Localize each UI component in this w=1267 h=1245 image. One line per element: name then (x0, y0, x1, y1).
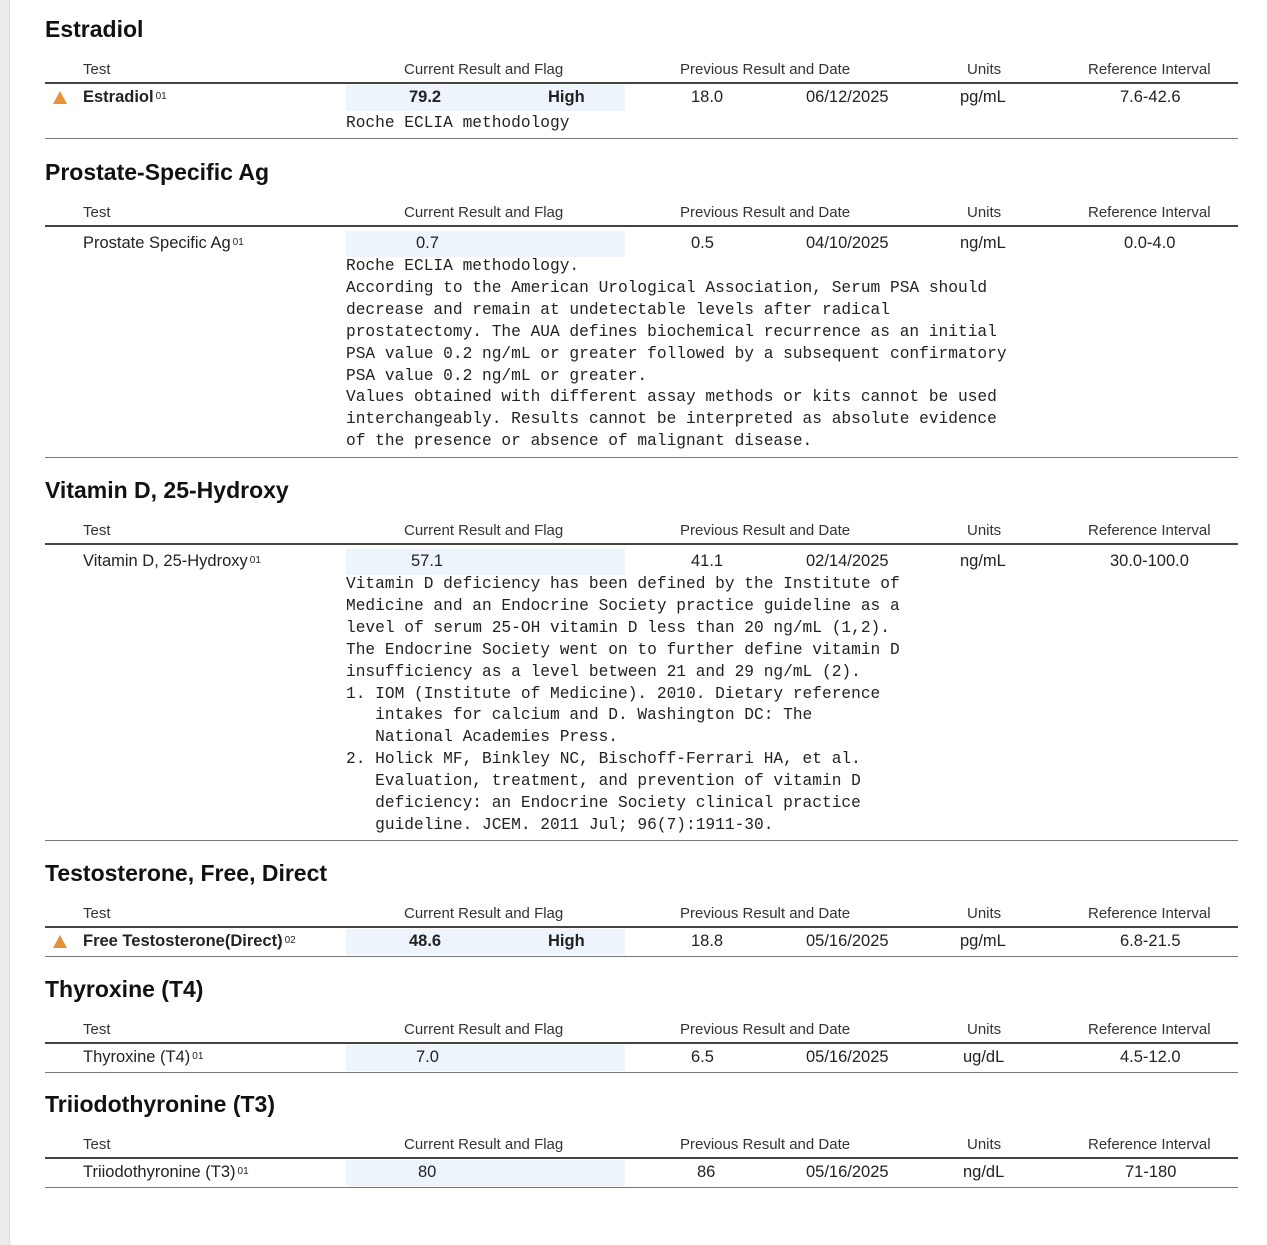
col-test-header: Test (83, 1021, 111, 1038)
section-bottom-rule (45, 840, 1238, 841)
result-comment: Roche ECLIA methodology. According to the American Urological Association, Serum PSA should decrease and remain at undetectable levels after radical prostatectomy. The AUA defines biochemical recurrence as an initial PSA value 0.2 ng/mL or greater followed by a subsequent confirmatory PSA value 0.2 ng/mL or greater. Values obtained with different assay methods or kits cannot be used interchangeably. Results cannot be interpreted as absolute evidence of the presence or absence of malignant disease. (346, 257, 1007, 451)
previous-date: 02/14/2025 (806, 552, 889, 570)
test-name: Estradiol 01 (83, 88, 167, 106)
col-current-header: Current Result and Flag (404, 204, 564, 221)
column-header-row (45, 1136, 1238, 1156)
current-result: 48.6 (409, 932, 442, 950)
test-name: Free Testosterone(Direct) 02 (83, 932, 296, 950)
result-flag: High (548, 88, 585, 106)
col-test-header: Test (83, 204, 111, 221)
previous-date: 04/10/2025 (806, 234, 889, 252)
col-previous-header: Previous Result and Date (680, 522, 851, 539)
column-header-row (45, 905, 1238, 925)
test-name: Thyroxine (T4) 01 (83, 1048, 204, 1066)
section-bottom-rule (45, 956, 1238, 957)
current-result-highlight (346, 549, 625, 575)
previous-result: 18.0 (691, 88, 724, 106)
section-bottom-rule (45, 1072, 1238, 1073)
section-prostate-specific-ag (45, 159, 1238, 461)
col-reference-header: Reference Interval (1088, 522, 1211, 539)
units: pg/mL (960, 88, 1006, 106)
col-current-header: Current Result and Flag (404, 522, 564, 539)
col-reference-header: Reference Interval (1088, 905, 1211, 922)
footnote-marker: 01 (232, 237, 244, 248)
header-rule (45, 926, 1238, 928)
left-scroll-gutter (0, 0, 10, 1245)
col-previous-header: Previous Result and Date (680, 1021, 851, 1038)
col-current-header: Current Result and Flag (404, 905, 564, 922)
current-result-highlight (346, 1160, 625, 1186)
previous-result: 41.1 (691, 552, 724, 570)
units: ng/mL (960, 552, 1006, 570)
column-header-row (45, 61, 1238, 81)
footnote-marker: 01 (237, 1166, 249, 1177)
units: pg/mL (960, 932, 1006, 950)
col-test-header: Test (83, 905, 111, 922)
col-test-header: Test (83, 522, 111, 539)
col-previous-header: Previous Result and Date (680, 1136, 851, 1153)
footnote-marker: 01 (155, 91, 167, 102)
current-result-highlight (346, 231, 625, 257)
previous-date: 06/12/2025 (806, 88, 889, 106)
abnormal-flag-triangle-icon (53, 91, 67, 104)
previous-date: 05/16/2025 (806, 1048, 889, 1066)
col-units-header: Units (967, 522, 1002, 539)
previous-result: 18.8 (691, 932, 724, 950)
col-reference-header: Reference Interval (1088, 1136, 1211, 1153)
reference-interval: 0.0-4.0 (1124, 234, 1176, 252)
col-reference-header: Reference Interval (1088, 1021, 1211, 1038)
section-estradiol (45, 16, 1238, 142)
previous-result: 6.5 (691, 1048, 714, 1066)
section-title: Thyroxine (T4) (45, 976, 204, 1002)
units: ng/mL (960, 234, 1006, 252)
section-bottom-rule (45, 457, 1238, 458)
current-result: 57.1 (411, 552, 444, 570)
section-bottom-rule (45, 1187, 1238, 1188)
previous-result: 0.5 (691, 234, 714, 252)
reference-interval: 4.5-12.0 (1120, 1048, 1181, 1066)
section-title: Prostate-Specific Ag (45, 159, 270, 185)
col-reference-header: Reference Interval (1088, 204, 1211, 221)
result-row (45, 1160, 1238, 1186)
header-rule (45, 82, 1238, 84)
units: ng/dL (963, 1163, 1005, 1181)
result-row (45, 1045, 1238, 1071)
header-rule (45, 543, 1238, 545)
test-name: Triiodothyronine (T3) 01 (83, 1163, 249, 1181)
result-row (45, 929, 1238, 955)
col-units-header: Units (967, 1136, 1002, 1153)
section-title: Testosterone, Free, Direct (45, 860, 328, 886)
col-test-header: Test (83, 61, 111, 78)
result-row (45, 231, 1238, 257)
reference-interval: 71-180 (1125, 1163, 1177, 1181)
col-units-header: Units (967, 905, 1002, 922)
section-vitamin-d (45, 477, 1238, 843)
col-previous-header: Previous Result and Date (680, 61, 851, 78)
col-current-header: Current Result and Flag (404, 1136, 564, 1153)
col-previous-header: Previous Result and Date (680, 905, 851, 922)
footnote-marker: 01 (249, 555, 261, 566)
test-name: Prostate Specific Ag 01 (83, 234, 244, 252)
result-comment: Roche ECLIA methodology (346, 114, 570, 132)
footnote-marker: 01 (192, 1051, 204, 1062)
column-header-row (45, 204, 1238, 224)
result-row (45, 85, 1238, 111)
reference-interval: 6.8-21.5 (1120, 932, 1181, 950)
section-triiodothyronine (45, 1091, 1238, 1191)
test-name: Vitamin D, 25-Hydroxy 01 (83, 552, 261, 570)
reference-interval: 30.0-100.0 (1110, 552, 1189, 570)
result-row (45, 549, 1238, 575)
current-result: 79.2 (409, 88, 442, 106)
section-bottom-rule (45, 138, 1238, 139)
section-testosterone-free (45, 860, 1238, 960)
col-units-header: Units (967, 204, 1002, 221)
current-result: 0.7 (416, 234, 439, 252)
section-title: Vitamin D, 25-Hydroxy (45, 477, 289, 503)
footnote-marker: 02 (284, 935, 296, 946)
header-rule (45, 1157, 1238, 1159)
result-flag: High (548, 932, 585, 950)
section-thyroxine (45, 976, 1238, 1076)
result-comment: Vitamin D deficiency has been defined by the Institute of Medicine and an Endocrine Society practice guideline as a level of serum 25-OH vitamin D less than 20 ng/mL (1,2). The Endocrine Society went on to further define vitamin D insufficiency as a level between 21 and 29 ng/mL (2). 1. IOM (Institute of Medicine). 2010. Dietary reference intakes for calcium and D. Washington DC: The National Academies Press. 2. Holick MF, Binkley NC, Bischoff-Ferrari HA, et al. Evaluation, treatment, and prevention of vitamin D deficiency: an Endocrine Society clinical practice guideline. JCEM. 2011 Jul; 96(7):1911-30. (346, 575, 900, 834)
reference-interval: 7.6-42.6 (1120, 88, 1181, 106)
previous-result: 86 (697, 1163, 716, 1181)
col-current-header: Current Result and Flag (404, 61, 564, 78)
previous-date: 05/16/2025 (806, 932, 889, 950)
section-title: Estradiol (45, 16, 144, 42)
current-result-highlight (346, 1045, 625, 1071)
units: ug/dL (963, 1048, 1005, 1066)
column-header-row (45, 522, 1238, 542)
current-result: 80 (418, 1163, 437, 1181)
col-current-header: Current Result and Flag (404, 1021, 564, 1038)
col-reference-header: Reference Interval (1088, 61, 1211, 78)
col-units-header: Units (967, 1021, 1002, 1038)
col-previous-header: Previous Result and Date (680, 204, 851, 221)
column-header-row (45, 1021, 1238, 1041)
header-rule (45, 225, 1238, 227)
section-title: Triiodothyronine (T3) (45, 1091, 275, 1117)
header-rule (45, 1042, 1238, 1044)
previous-date: 05/16/2025 (806, 1163, 889, 1181)
abnormal-flag-triangle-icon (53, 935, 67, 948)
col-units-header: Units (967, 61, 1002, 78)
col-test-header: Test (83, 1136, 111, 1153)
current-result: 7.0 (416, 1048, 439, 1066)
